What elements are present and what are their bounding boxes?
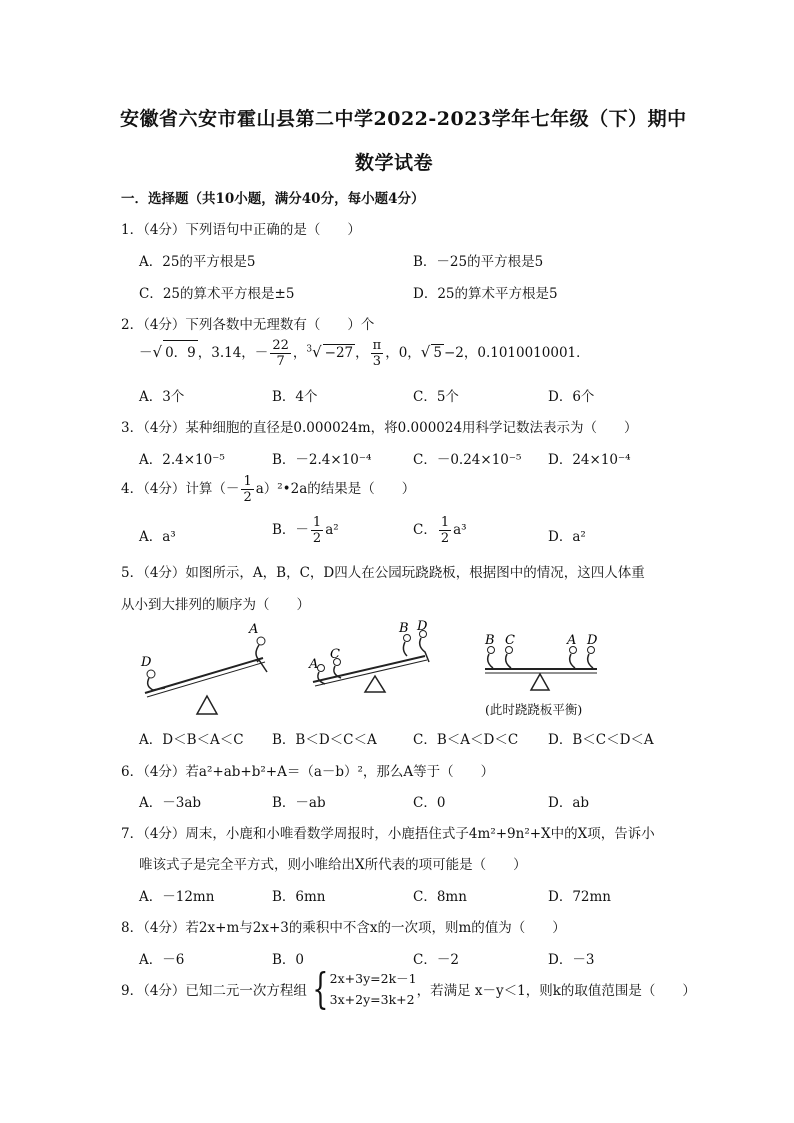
q1-option-c: C．25的算术平方根是±5 [139, 286, 295, 302]
q7-option-a: A．－12mn [139, 889, 215, 905]
q2-root-5: 5 [433, 345, 442, 361]
figure-caption: (此时跷跷板平衡) [485, 702, 583, 717]
q5-option-a: A．D＜B＜A＜C [139, 732, 244, 748]
q2-frac-pi-3: $\frac{\pi}{3}$ [372, 338, 382, 369]
q2-neg: － [139, 345, 153, 361]
q8-option-b: B．0 [272, 952, 305, 968]
q6-option-d: D．ab [548, 795, 590, 811]
q3-option-b: B．－2.4×10⁻⁴ [272, 452, 372, 468]
seesaw2-label-c: C [330, 647, 340, 662]
page-title-line1: 安徽省六安市霍山县第二中学2022-2023学年七年级（下）期中 [120, 108, 687, 130]
question-1-stem: 1．（4分）下列语句中正确的是（ ） [121, 222, 361, 238]
q2-cbrt-27: −27 [324, 345, 354, 361]
q1-option-b: B．－25的平方根是5 [413, 254, 544, 270]
seesaw3-label-d: D [587, 633, 598, 648]
q4-option-a: A．a³ [139, 529, 176, 545]
page-title-line2: 数学试卷 [355, 152, 434, 174]
q7-option-c: C．8mn [413, 889, 467, 905]
q4-option-c: C． $\frac{1}{2}$ a³ [413, 515, 467, 546]
seesaw-1 [140, 622, 267, 714]
question-2-stem: 2．（4分）下列各数中无理数有（ ）个 [121, 317, 375, 333]
q8-option-d: D．－3 [548, 952, 595, 968]
seesaw-3 [484, 633, 598, 690]
question-7-stem-line2: 唯该式子是完全平方式，则小唯给出X所代表的项可能是（ ） [139, 857, 527, 873]
q1-option-a: A．25的平方根是5 [139, 254, 256, 270]
q2-option-a: A．3个 [139, 389, 185, 405]
question-3-stem: 3．（4分）某种细胞的直径是0.000024m，将0.000024用科学记数法表示为（ ） [121, 420, 638, 436]
q9-eq1: 2x+3y=2k－1 [329, 971, 417, 986]
q8-option-a: A．－6 [139, 952, 185, 968]
question-4-stem: 4．（4分）计算（－ $\frac{1}{2}$ a）²•2a的结果是（ ） [121, 474, 416, 505]
q2-option-b: B．4个 [272, 389, 318, 405]
q2-root-0.9: 0．9 [163, 340, 198, 361]
q2-option-c: C．5个 [413, 389, 459, 405]
q9-equation-system [330, 968, 417, 1010]
q2-frac-22-7: $\frac{22}{7}$ [272, 338, 289, 369]
question-9-stem: 9．（4分）已知二元一次方程组 { 2x+3y=2k－1 3x+2y=3k+2 ，若满足 x－y＜1，则k的取值范围是（ ） [121, 964, 696, 1013]
section-heading: 一．选择题（共10小题，满分40分，每小题4分） [121, 191, 425, 207]
question-5-stem-line1: 5．（4分）如图所示，A，B，C，D四人在公园玩跷跷板，根据图中的情况，这四人体重 [121, 565, 645, 581]
q3-option-c: C．－0.24×10⁻⁵ [413, 452, 522, 468]
q8-option-c: C．－2 [413, 952, 459, 968]
q4-option-d: D．a² [548, 529, 586, 545]
seesaw-2 [308, 619, 429, 692]
q2-cube-index: 3 [306, 344, 313, 355]
q2-sep: ， [292, 345, 307, 361]
q2-option-d: D．6个 [548, 389, 595, 405]
seesaw1-label-a: A [249, 622, 259, 637]
q6-option-a: A．－3ab [139, 795, 202, 811]
q7-option-d: D．72mn [548, 889, 611, 905]
question-7-stem-line1: 7．（4分）周末，小鹿和小唯看数学周报时，小鹿捂住式子4m²+9n²+X中的X项，告诉小 [121, 826, 655, 842]
question-8-stem: 8．（4分）若2x+m与2x+3的乘积中不含x的一次项，则m的值为（ ） [121, 920, 566, 936]
q2-sep: ，3.14，－ [197, 345, 269, 361]
seesaw3-label-a: A [567, 633, 577, 648]
q5-option-d: D．B＜C＜D＜A [548, 732, 654, 748]
seesaw2-label-d: D [417, 619, 428, 634]
question-2-numbers: －√ 0．9 ，3.14，－ $\frac{22}{7}$ ，$^3$√ −27 ， $\frac{\pi}{3}$ ，0，√ 5 −2，0.1010010001． [139, 338, 590, 369]
question-5-stem-line2: 从小到大排列的顺序为（ ） [121, 597, 310, 613]
q4-option-b: B．－ $\frac{1}{2}$ a² [272, 515, 339, 546]
seesaw2-label-b: B [399, 621, 409, 636]
q1-option-d: D．25的算术平方根是5 [413, 286, 558, 302]
q2-tail: −2，0.1010010001． [443, 345, 590, 361]
q3-option-d: D．24×10⁻⁴ [548, 452, 631, 468]
q2-sep: ，0， [385, 345, 421, 361]
question-6-stem: 6．（4分）若a²+ab+b²+A＝（a－b）²，那么A等于（ ） [121, 764, 495, 780]
q6-option-b: B．－ab [272, 795, 326, 811]
q3-option-a: A．2.4×10⁻⁵ [139, 452, 225, 468]
q5-option-b: B．B＜D＜C＜A [272, 732, 377, 748]
q6-option-c: C．0 [413, 795, 446, 811]
q5-option-c: C．B＜A＜D＜C [413, 732, 519, 748]
q4-frac-half: $\frac{1}{2}$ [243, 474, 252, 505]
q9-brace: { [312, 964, 329, 1013]
seesaw2-label-a: A [309, 657, 319, 672]
q7-option-b: B．6mn [272, 889, 326, 905]
q2-sep: ， [355, 345, 369, 361]
seesaw3-label-b: B [485, 633, 495, 648]
q9-eq2: 3x+2y=3k+2 [329, 992, 415, 1007]
seesaw1-label-d: D [141, 655, 152, 670]
seesaw3-label-c: C [505, 633, 515, 648]
